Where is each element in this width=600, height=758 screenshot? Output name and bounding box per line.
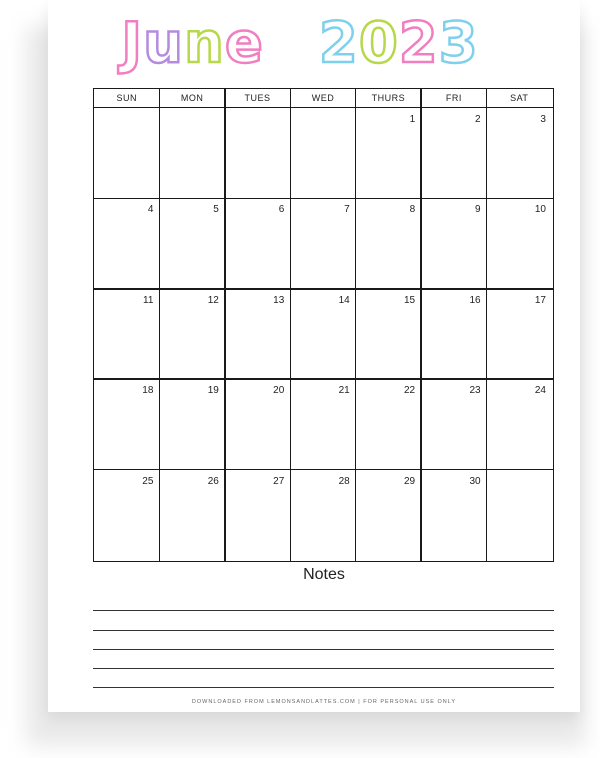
day-number: 22 (404, 385, 416, 397)
day-number: 29 (404, 475, 416, 487)
day-number: 1 (409, 114, 416, 125)
day-cell (159, 108, 224, 198)
title-letter: 2 (398, 11, 439, 76)
weekday-header: SAT (510, 93, 529, 103)
page-title (0, 10, 600, 78)
day-cell (421, 379, 486, 469)
day-number: 9 (475, 204, 481, 216)
day-number: 24 (534, 385, 546, 397)
day-number: 3 (540, 114, 546, 125)
day-cell (356, 198, 421, 288)
title-letter: 0 (358, 11, 399, 76)
day-cell (421, 198, 486, 288)
weekday-header: THURS (371, 93, 406, 103)
footer-text: DOWNLOADED FROM LEMONSANDLATTES.COM | FOR PERSONAL USE ONLY (191, 699, 457, 705)
day-cell (290, 289, 355, 379)
day-cell (225, 470, 290, 560)
title-letter: e (224, 11, 264, 76)
day-number: 27 (273, 475, 285, 487)
weekday-header: SUN (116, 93, 137, 103)
day-number: 5 (213, 204, 219, 216)
day-number: 30 (469, 475, 481, 487)
day-number: 19 (207, 385, 219, 397)
day-number: 16 (469, 294, 481, 306)
day-cell (487, 379, 552, 469)
day-cell (487, 289, 552, 379)
day-number: 15 (404, 294, 416, 306)
weekday-header-row (94, 89, 553, 108)
weekday-header: WED (311, 93, 335, 103)
day-cell (421, 108, 486, 198)
day-number: 2 (475, 114, 481, 125)
day-cell (225, 379, 290, 469)
day-cell (421, 289, 486, 379)
calendar-grid (93, 88, 554, 562)
notes-title: Notes (303, 566, 345, 583)
day-cell (225, 198, 290, 288)
day-number: 17 (534, 294, 546, 306)
title-letter: u (143, 11, 184, 76)
notes-line (93, 687, 554, 688)
title-year (319, 10, 479, 78)
weekday-header: FRI (445, 93, 462, 103)
day-cell (94, 470, 159, 560)
day-cell (94, 108, 159, 198)
day-cell (225, 108, 290, 198)
day-cell (159, 198, 224, 288)
day-cell (159, 470, 224, 560)
day-cell (487, 470, 552, 560)
day-cell (290, 470, 355, 560)
day-cell (356, 108, 421, 198)
day-number: 18 (142, 385, 154, 397)
day-cell (487, 108, 552, 198)
notes-line (93, 649, 554, 650)
day-cell (421, 470, 486, 560)
day-number: 10 (534, 204, 546, 216)
day-number: 21 (338, 385, 350, 397)
day-cell (487, 198, 552, 288)
day-number: 26 (207, 475, 219, 487)
day-cell (159, 289, 224, 379)
day-cell (290, 379, 355, 469)
day-cell (94, 289, 159, 379)
day-cell (356, 289, 421, 379)
day-number: 25 (142, 475, 154, 487)
day-number: 6 (278, 204, 285, 216)
day-cell (94, 379, 159, 469)
day-number: 12 (207, 294, 219, 306)
day-cell (225, 289, 290, 379)
day-number: 20 (273, 385, 285, 397)
day-cell (290, 198, 355, 288)
weekday-header: TUES (244, 93, 271, 103)
title-month (121, 10, 264, 78)
notes-line (93, 668, 554, 669)
day-cell (356, 379, 421, 469)
day-number: 7 (344, 204, 350, 216)
weekday-header: MON (180, 93, 204, 103)
notes-line (93, 630, 554, 631)
day-cell (94, 198, 159, 288)
day-cell (159, 379, 224, 469)
day-number: 4 (147, 204, 154, 216)
day-number: 14 (338, 294, 350, 306)
title-letter: 3 (438, 11, 479, 76)
day-cell (356, 470, 421, 560)
day-number: 23 (469, 385, 481, 397)
day-number: 28 (338, 475, 350, 487)
title-letter: n (183, 11, 225, 76)
day-cell (290, 108, 355, 198)
notes-line (93, 610, 554, 611)
title-letter: J (121, 11, 144, 76)
day-number: 8 (409, 204, 416, 216)
day-number: 13 (273, 294, 285, 306)
title-letter: 2 (318, 11, 359, 76)
day-number: 11 (143, 294, 154, 306)
